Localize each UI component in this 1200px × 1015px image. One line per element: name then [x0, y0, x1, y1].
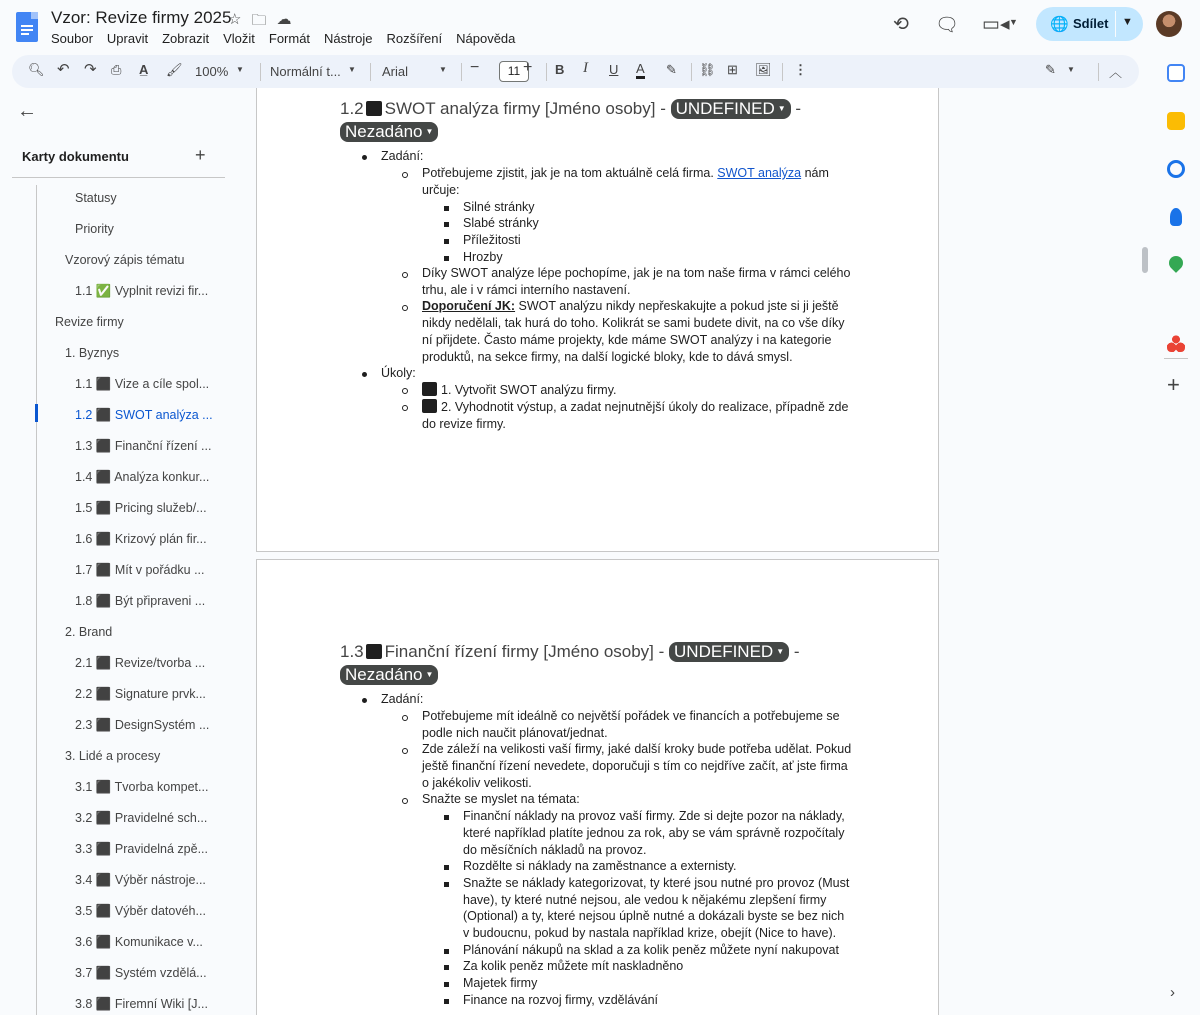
paragraph-text: Doporučení JK: SWOT analýzu nikdy nepřeskakujte a pokud jste si ji ještě [422, 299, 839, 313]
chip-label: UNDEFINED [674, 642, 774, 661]
star-icon[interactable]: ☆ [228, 11, 242, 28]
outline-item-priority[interactable]: Priority [75, 222, 114, 236]
outline-item-3-7[interactable]: 3.7 ⬛ Systém vzdělá... [75, 966, 207, 980]
tasks-icon[interactable] [1167, 160, 1185, 178]
share-chevron-down-icon[interactable]: ▼ [1122, 16, 1133, 28]
list-item: Hrozby [463, 250, 503, 264]
workspace-addons-icon[interactable] [1167, 334, 1185, 352]
outline-item-1-6[interactable]: 1.6 ⬛ Krizový plán fir... [75, 532, 207, 546]
paragraph-text: určuje: [422, 183, 460, 197]
docs-logo-icon[interactable] [16, 12, 38, 42]
version-history-icon[interactable]: ⟲ [893, 14, 909, 35]
zoom-select[interactable]: 100% [195, 64, 229, 79]
list-item: které například platíte jednou za rok, aby se vám správně rozpočítaly [463, 826, 845, 840]
font-select[interactable]: Arial [382, 64, 409, 79]
outline-item-2-1[interactable]: 2.1 ⬛ Revize/tvorba ... [75, 656, 206, 670]
paragraph-text: nikdy nedělali, tak hurá do toho. Kolikrát se sami budete divit, na co vše díky [422, 316, 845, 330]
list-item: Plánování nákupů na sklad a za kolik peněz můžete nyní nakupovat [463, 943, 839, 957]
outline-item-1-2[interactable]: 1.2 ⬛ SWOT analýza ... [75, 408, 213, 422]
outline-item-1-8[interactable]: 1.8 ⬛ Být připraveni ... [75, 594, 206, 608]
menu-tools[interactable]: Nástroje [324, 31, 373, 46]
move-folder-icon[interactable]: 🗀 [251, 12, 267, 29]
outline-item-3-1[interactable]: 3.1 ⬛ Tvorba kompet... [75, 780, 209, 794]
list-item: Finanční náklady na provoz vaší firmy. Zde si dejte pozor na náklady, [463, 809, 845, 823]
hide-menus-chevron-up-icon[interactable]: ︿ [1109, 65, 1123, 80]
share-label: Sdílet [1073, 16, 1109, 31]
heading-dash: - [793, 642, 800, 661]
calendar-icon[interactable] [1167, 64, 1185, 82]
paragraph-text: produktů, na sekce firmy, na další logické bloky, kde to dává smysl. [422, 350, 793, 364]
chip-chevron-down-icon: ▼ [777, 104, 786, 113]
paragraph-text: o jakékoliv velikosti. [422, 776, 532, 790]
status-square-icon [366, 101, 382, 116]
status-chip-undefined[interactable] [669, 642, 789, 662]
mode-chevron-down-icon[interactable]: ▼ [1067, 65, 1075, 74]
highlight-icon[interactable]: ✎ [666, 62, 677, 77]
list-item: (Optional) a ty, které nejsou úplně nutné a dokázali byste se bez nich [463, 909, 845, 923]
active-item-indicator [35, 404, 38, 422]
outline-item-1-1[interactable]: 1.1 ⬛ Vize a cíle spol... [75, 377, 210, 391]
get-addons-plus-icon[interactable]: + [1167, 372, 1180, 397]
chip-chevron-down-icon: ▼ [776, 647, 785, 656]
more-options-icon[interactable]: ⋮ [794, 62, 807, 77]
font-chevron-down-icon[interactable]: ▼ [439, 65, 447, 74]
chip-label: Nezadáno [345, 122, 423, 141]
editing-mode-icon[interactable]: ✎ [1045, 62, 1056, 77]
heading-dash: - [795, 99, 802, 118]
heading-title: SWOT analýza firmy [Jméno osoby] - [384, 99, 666, 118]
outline-item-2-3[interactable]: 2.3 ⬛ DesignSystém ... [75, 718, 210, 732]
document-canvas[interactable] [240, 88, 1145, 1015]
list-item: Slabé stránky [463, 216, 539, 230]
menu-format[interactable]: Formát [268, 31, 311, 46]
paragraph-text: Díky SWOT analýze lépe pochopíme, jak je na tom naše firma v rámci celého [422, 266, 851, 280]
outline-item-3-8[interactable]: 3.8 ⬛ Firemní Wiki [J... [75, 997, 208, 1011]
menu-help[interactable]: Nápověda [456, 31, 516, 46]
cloud-status-icon[interactable]: ☁ [276, 11, 292, 28]
print-icon[interactable]: ⎙ [111, 62, 122, 77]
list-item: Majetek firmy [463, 976, 538, 990]
outline-item-3-3[interactable]: 3.3 ⬛ Pravidelná zpě... [75, 842, 208, 856]
chip-chevron-down-icon: ▼ [425, 670, 434, 679]
list-item: have), ty které nutné nejsou, ale vedou k nějakému zlepšení firmy [463, 893, 827, 907]
task-item: 1. Vytvořit SWOT analýzu firmy. [422, 382, 617, 399]
zoom-chevron-down-icon[interactable]: ▼ [236, 65, 244, 74]
share-button[interactable] [1036, 7, 1143, 41]
outline-item-brand[interactable]: 2. Brand [65, 625, 113, 639]
outline-item-3-2[interactable]: 3.2 ⬛ Pravidelné sch... [75, 811, 208, 825]
toolbar [12, 55, 1139, 88]
spellcheck-icon[interactable]: A̲ [139, 62, 149, 77]
paragraph-text: Potřebujeme mít ideálně co největší pořádek ve financích a potřebujeme se [422, 709, 840, 723]
ukoly-label: Úkoly: [381, 366, 416, 380]
menu-file[interactable]: Soubor [51, 31, 93, 46]
task-item: 2. Vyhodnotit výstup, a zadat nejnutnější úkoly do realizace, případně zde [422, 399, 848, 416]
add-comment-icon[interactable]: ⊞ [727, 62, 738, 77]
outline-item-lide-a-procesy[interactable]: 3. Lidé a procesy [65, 749, 161, 763]
outline-item-3-6[interactable]: 3.6 ⬛ Komunikace v... [75, 935, 203, 949]
globe-icon: 🌐 [1050, 16, 1069, 33]
decrease-font-size-icon[interactable]: − [470, 59, 480, 76]
document-title[interactable]: Vzor: Revize firmy 2025 [51, 8, 232, 27]
swot-link[interactable]: SWOT analýza [717, 166, 802, 180]
chip-label: Nezadáno [345, 665, 423, 684]
recommendation-label: Doporučení JK: [422, 299, 516, 313]
menu-insert[interactable]: Vložit [223, 31, 255, 46]
paragraph-text: Potřebujeme zjistit, jak je na tom aktuálně celá firma. SWOT analýza nám [422, 166, 829, 180]
paragraph-text: Snažte se myslet na témata: [422, 792, 580, 806]
outline-item-1-3[interactable]: 1.3 ⬛ Finanční řízení ... [75, 439, 212, 453]
meet-chevron-down-icon[interactable]: ▼ [1009, 17, 1018, 27]
heading-number: 1.2 [340, 99, 364, 118]
status-chip-undefined[interactable] [671, 99, 791, 119]
text-color-icon[interactable]: A [636, 62, 645, 79]
paint-format-icon[interactable]: 🖌︎ [166, 62, 183, 77]
contacts-icon[interactable] [1170, 208, 1182, 226]
outline-item-vzorovy-zapis[interactable]: Vzorový zápis tématu [65, 253, 185, 267]
font-size-input[interactable]: 11 [499, 61, 529, 82]
paragraph-text: ještě finanční řízení nevedete, doporučuji s tím co nejdříve začít, ať jste firma [422, 759, 848, 773]
side-panel [1152, 54, 1200, 1015]
list-item: Příležitosti [463, 233, 521, 247]
increase-font-size-icon[interactable]: + [523, 59, 533, 76]
list-item: Silné stránky [463, 200, 535, 214]
heading-number: 1.3 [340, 642, 364, 661]
list-item: do měsíčních nákladů na provoz. [463, 843, 647, 857]
list-item: Rozdělte si náklady na zaměstnance a externisty. [463, 859, 737, 873]
menu-bar [51, 30, 515, 47]
search-menus-icon[interactable]: 🔍︎ [28, 62, 45, 77]
chip-label: UNDEFINED [675, 99, 775, 118]
section-heading-1-2[interactable] [340, 99, 801, 119]
list-item: Za kolik peněz můžete mít naskladněno [463, 959, 684, 973]
chip-chevron-down-icon: ▼ [425, 127, 434, 136]
task-status-square-icon [422, 382, 437, 396]
vertical-scrollbar[interactable] [1142, 247, 1148, 273]
maps-icon[interactable] [1166, 253, 1186, 273]
outline-item-3-4[interactable]: 3.4 ⬛ Výběr nástroje... [75, 873, 206, 887]
document-page[interactable] [256, 88, 939, 552]
meet-video-icon[interactable]: ▭◂ [982, 14, 1010, 35]
outline-item-statusy[interactable]: Statusy [75, 191, 117, 205]
style-chevron-down-icon[interactable]: ▼ [348, 65, 356, 74]
paragraph-text: podle nich naučit plánovat/jednat. [422, 726, 608, 740]
outline-item-1-5[interactable]: 1.5 ⬛ Pricing služeb/... [75, 501, 207, 515]
redo-icon[interactable]: ↷ [84, 61, 97, 78]
keep-icon[interactable] [1167, 112, 1185, 130]
menu-edit[interactable]: Upravit [106, 31, 149, 46]
priority-chip-nezadano[interactable] [340, 665, 438, 685]
document-outline [0, 95, 240, 1015]
section-heading-1-3[interactable] [340, 642, 800, 662]
outline-item-1-4[interactable]: 1.4 ⬛ Analýza konkur... [75, 470, 210, 484]
outline-item-revize-firmy[interactable]: Revize firmy [55, 315, 124, 329]
back-arrow-icon[interactable]: ← [17, 100, 37, 122]
outline-item-1-1-vyplnit[interactable]: 1.1 ✅ Vyplnit revizi fir... [75, 284, 209, 298]
insert-image-icon[interactable]: 🖼︎ [755, 62, 772, 77]
list-item: v budoucnu, pokud by nastala například krize, obejít (Nice to have). [463, 926, 837, 940]
outline-item-3-5[interactable]: 3.5 ⬛ Výběr datovéh... [75, 904, 206, 918]
add-tab-plus-icon[interactable]: + [195, 145, 206, 165]
outline-item-1-7[interactable]: 1.7 ⬛ Mít v pořádku ... [75, 563, 205, 577]
paragraph-text: do revize firmy. [422, 417, 506, 431]
user-avatar[interactable] [1156, 11, 1182, 37]
italic-icon[interactable]: I [583, 60, 588, 76]
title-bar [0, 0, 1200, 54]
paragraph-text: ní přijdete. Často máme projekty, kde máme SWOT analýzy i na kategorie [422, 333, 832, 347]
menu-view[interactable]: Zobrazit [162, 31, 210, 46]
document-tabs-title: Karty dokumentu [22, 149, 129, 164]
status-square-icon [366, 644, 382, 659]
zadani-label: Zadání: [381, 149, 424, 163]
undo-icon[interactable]: ↶ [57, 61, 70, 78]
menu-extensions[interactable]: Rozšíření [386, 31, 443, 46]
paragraph-style-select[interactable]: Normální t... [270, 64, 341, 79]
list-item: Snažte se náklady kategorizovat, ty které jsou nutné pro provoz (Must [463, 876, 850, 890]
comments-icon[interactable]: 🗨 [935, 15, 960, 36]
outline-item-2-2[interactable]: 2.2 ⬛ Signature prvk... [75, 687, 206, 701]
list-item: Finance na rozvoj firmy, vzdělávání [463, 993, 658, 1007]
paragraph-text: trhu, ale i v rámci interního nastavení. [422, 283, 631, 297]
task-status-square-icon [422, 399, 437, 413]
priority-chip-nezadano[interactable] [340, 122, 438, 142]
document-page[interactable] [256, 559, 939, 1015]
show-side-panel-chevron-right-icon[interactable]: › [1170, 984, 1175, 1001]
outline-item-byznys[interactable]: 1. Byznys [65, 346, 120, 360]
underline-icon[interactable]: U [609, 62, 619, 77]
heading-title: Finanční řízení firmy [Jméno osoby] - [384, 642, 665, 661]
zadani-label: Zadání: [381, 692, 424, 706]
paragraph-text: Zde záleží na velikosti vaší firmy, jaké další kroky bude potřeba udělat. Pokud [422, 742, 852, 756]
bold-icon[interactable]: B [555, 62, 565, 77]
insert-link-icon[interactable]: ⛓ [699, 62, 716, 77]
